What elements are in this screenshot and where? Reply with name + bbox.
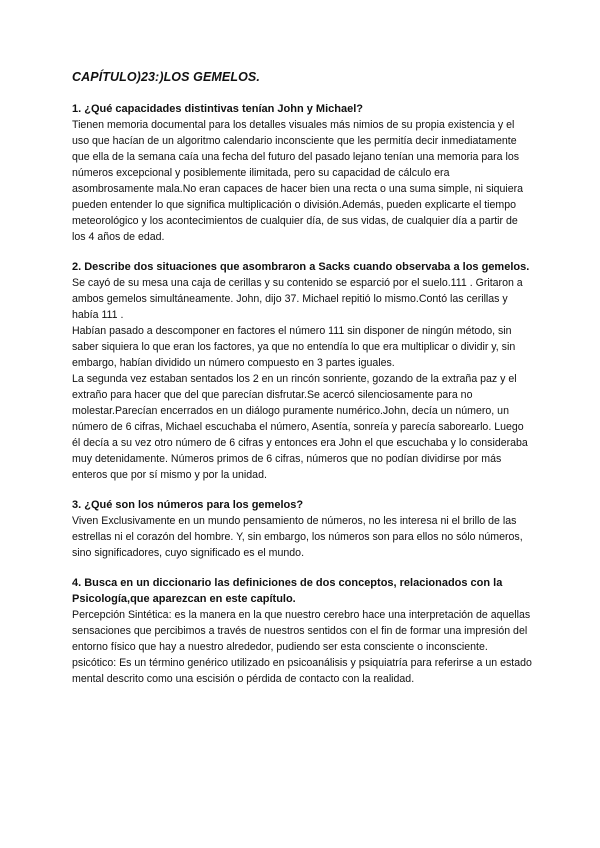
question-1: 1. ¿Qué capacidades distintivas tenían John y Michael? (72, 103, 363, 115)
section-3 (72, 497, 532, 561)
section-1 (72, 101, 532, 245)
answer-4-paragraph-1: Percepción Sintética: es la manera en la que nuestro cerebro hace una interpretación de aquellas sensaciones que percibimos a través de nuestros sentidos con el fin de formar una impresión del entorno físico que hay a nuestro alrededor, pudiendo ser esta consciente o inconsciente. (72, 609, 531, 653)
answer-1-paragraph-1: Tienen memoria documental para los detalles visuales más nimios de su propia existencia y el uso que hacían de un algoritmo calendario inconsciente que les permitía decir inmediatamente que ella de la semana caía una fecha del futuro del pasado lejano tenían una memoria para los números excepcional y posiblemente ilimitada, pero su capacidad de cálculo era asombrosamente mala.No eran capaces de hacer bien una recta o una suma simple, ni siquiera pueden entender lo que significa multiplicación o división.Además, pueden explicarte el tiempo meteorológico y los acontecimientos de cualquier día, de sus vidas, de cualquier día a partir de los 4 años de edad. (72, 119, 524, 243)
answer-2-paragraph-3: La segunda vez estaban sentados los 2 en un rincón sonriente, gozando de la extraña paz y el extraño para hacer que del que parecían disfrutar.Se acercó silenciosamente para no molestar.Parecían encerrados en un diálogo puramente numérico.John, decía un número, un número de 6 cifras, Michael escuchaba el número, Asentía, sonreía y parecía saborearlo. Luego él decía a su vez otro número de 6 cifras y entonces era John el que escuchaba y lo consideraba muy detenidamente. Números primos de 6 cifras, números que no podían dividirse por más enteros que por sí mismo y por la unidad. (72, 373, 528, 481)
question-2: 2. Describe dos situaciones que asombraron a Sacks cuando observaba a los gemelos. (72, 261, 530, 273)
answer-2-paragraph-2: Habían pasado a descomponer en factores el número 111 sin disponer de ningún método, sin saber siquiera lo que eran los factores, ya que no entendía lo que era multiplicar o dividir y, sin embargo, habían dividido un número compuesto en 3 partes iguales. (72, 325, 516, 369)
answer-4-paragraph-2: psicótico: Es un término genérico utilizado en psicoanálisis y psiquiatría para referirse a un estado mental descrito como una escisión o pérdida de contacto con la realidad. (72, 657, 532, 685)
answer-3-paragraph-1: Viven Exclusivamente en un mundo pensamiento de números, no les interesa ni el brillo de las estrellas ni el corazón del hombre. Y, sin embargo, los números son para ellos no sólo números, sino significadores, cuyo significado es el mundo. (72, 515, 523, 559)
question-3: 3. ¿Qué son los números para los gemelos? (72, 499, 304, 511)
section-2 (72, 259, 532, 483)
answer-2-paragraph-1: Se cayó de su mesa una caja de cerillas y su contenido se esparció por el suelo.111 . Gritaron a ambos gemelos simultáneamente. John, dijo 37. Michael repitió lo mismo.Contó las cerillas y había 111 . (72, 277, 523, 321)
chapter-title: CAPÍTULO)23:)LOS GEMELOS. (72, 70, 260, 84)
section-4 (72, 575, 532, 687)
question-4: 4. Busca en un diccionario las definiciones de dos conceptos, relacionados con la Psicología,que aparezcan en este capítulo. (72, 577, 503, 605)
document-body (72, 101, 532, 701)
